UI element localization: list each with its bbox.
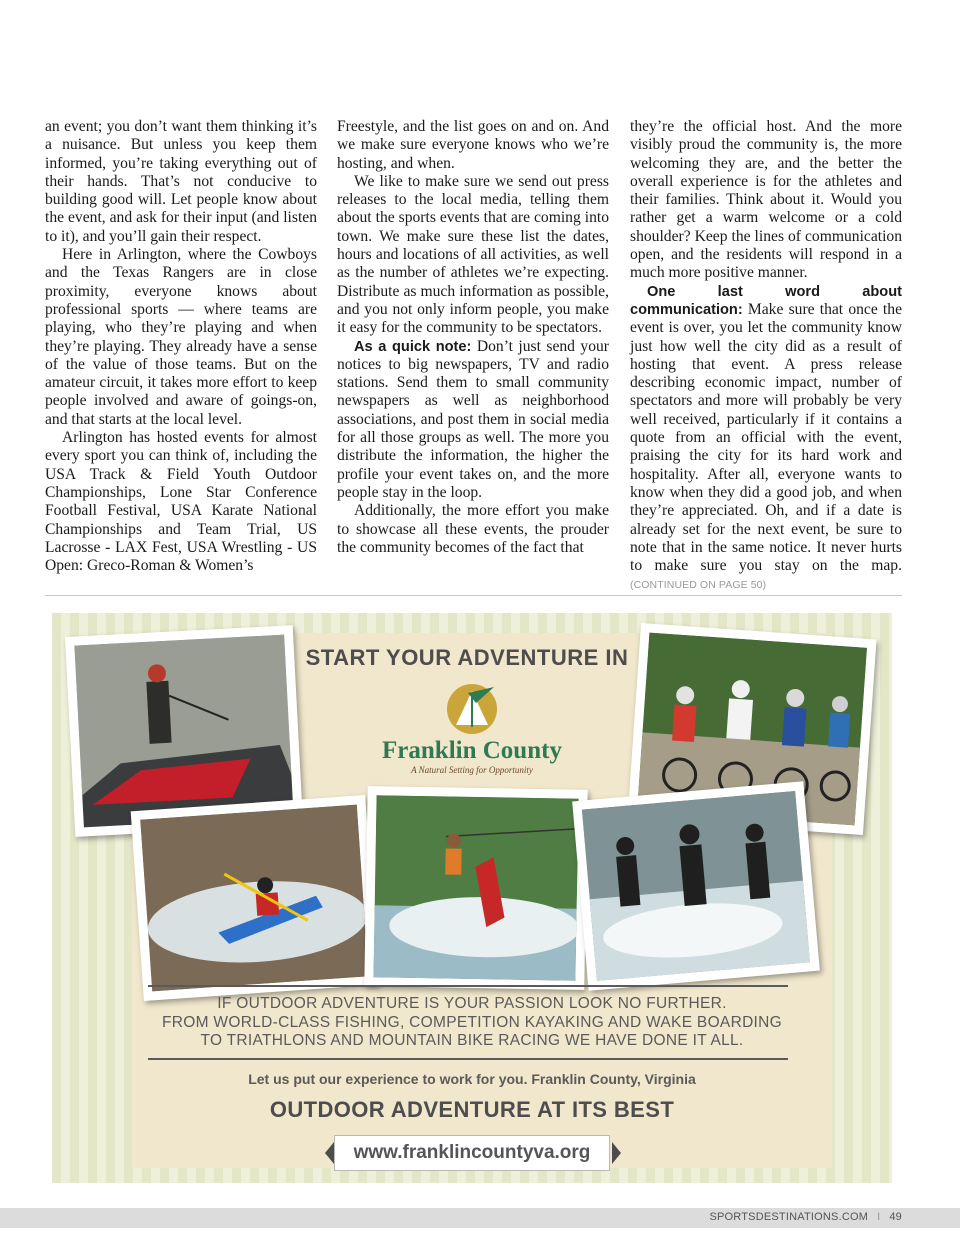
logo-tagline: A Natural Setting for Opportunity: [411, 765, 533, 775]
paragraph: We like to make sure we send out press releases to the local media, telling them about the sports events that are coming into town. We make sure these list the dates, hours and locations of all activities, as well as the number of athletes we’re expecting. Distribute as much information as possible, and you not only inform people, you make it easy for the community to be spectators.: [337, 172, 609, 337]
ad-copy-line: FROM WORLD-CLASS FISHING, COMPETITION KAYAKING AND WAKE BOARDING: [161, 1013, 783, 1031]
ad-headline: START YOUR ADVENTURE IN: [305, 645, 629, 670]
photo-kayaking: [131, 795, 379, 1001]
kayak-illustration: [140, 805, 368, 992]
last-word-body: Make sure that once the event is over, you let the community know just how well the city did as a result of hosting that event. A press release describing economic impact, number of spectators and more will probably be very well received, particularly if it contains a quote from an official with the event, praising the city for its hard work and hospitality. After all, everyone wants to know when they did a good job, and when they’re appreciated. Oh, and if a date is already set for the next event, be sure to note that in the same notice. It never hurts to make sure you stay on the map.: [630, 300, 902, 575]
paragraph: Here in Arlington, where the Cowboys and the Texas Rangers are in close proximity, everyone knows about professional sports — where teams are playing, who they’re playing and when they’re playing. They already have a sense of the value of those teams. But on the amateur circuit, it takes more effort to keep people involved and aware of goings-on, and that starts at the local level.: [45, 246, 317, 428]
wakeboard-illustration: [373, 795, 578, 980]
quick-note-paragraph: [337, 338, 609, 503]
paragraph: an event; you don’t want them thinking it’s a nuisance. But unless you keep them informed, you’re taking everything out of their hands. That’s not conducive to building good will. Let people know about the event, and ask for their input (and listen to it), and you’ll gain their respect.: [45, 118, 317, 245]
page-footer: [709, 1211, 902, 1223]
ad-copy: [122, 995, 822, 1051]
franklin-county-advertisement[interactable]: [52, 613, 892, 1183]
franklin-county-logo-icon: [442, 681, 502, 735]
section-divider: [45, 595, 902, 596]
photo-wakeboarding: [364, 786, 587, 990]
ad-copy-line: IF OUTDOOR ADVENTURE IS YOUR PASSION LOOK NO FURTHER.: [217, 995, 727, 1012]
paragraph: Arlington has hosted events for almost every sport you can think of, including the USA Track & Field Youth Outdoor Championships, Lone Star Conference Football Festival, USA Karate National Championships and Team Trial, US Lacrosse - LAX Fest, USA Wrestling - US Open: Greco-Roman & Women’s: [45, 429, 317, 575]
quick-note-lead: As a quick note:: [354, 338, 472, 355]
url-right-arrow-icon: [612, 1142, 621, 1164]
footer-separator: I: [877, 1211, 881, 1223]
ad-copy-line: TO TRIATHLONS AND MOUNTAIN BIKE RACING WE HAVE DONE IT ALL.: [200, 1032, 744, 1049]
photo-triathlon: [572, 781, 820, 990]
ad-tagline: OUTDOOR ADVENTURE AT ITS BEST: [269, 1097, 675, 1122]
article-column-3: [630, 118, 902, 595]
ad-subline: Let us put our experience to work for you. Franklin County, Virginia: [248, 1071, 696, 1087]
ad-divider-bottom: [148, 1058, 788, 1060]
last-word-paragraph: [630, 283, 902, 595]
continued-label: (CONTINUED ON PAGE 50): [630, 579, 767, 592]
last-word-lead: One last word about communication:: [630, 283, 902, 318]
article-column-1: [45, 118, 317, 575]
url-left-arrow-icon: [325, 1142, 334, 1164]
triathlon-illustration: [582, 791, 810, 981]
paragraph: Freestyle, and the list goes on and on. And we make sure everyone knows who we’re hosting, and when.: [337, 118, 609, 172]
ad-website-link[interactable]: www.franklincountyva.org: [334, 1135, 610, 1171]
article-body: [45, 118, 902, 592]
ad-divider-top: [148, 985, 788, 987]
logo-wordmark: Franklin County: [382, 737, 562, 764]
page-number: 49: [889, 1211, 902, 1223]
footer-site: SPORTSDESTINATIONS.COM: [709, 1211, 869, 1223]
quick-note-body: Don’t just send your notices to big newspapers, TV and radio stations. Send them to small community newspapers as well as neighborhood associations, and post them in social media for all those groups as well. The more you distribute the information, the higher the profile your event takes on, and the more people stay in the loop.: [337, 337, 610, 501]
article-column-2: [337, 118, 609, 557]
paragraph: they’re the official host. And the more visibly proud the community is, the more welcoming they are, and the better the overall experience is for the athletes and their families. Think about it. Would you rather get a warm welcome or a cold shoulder? Keep the lines of communication open, and the residents will respond in a much more positive manner.: [630, 118, 902, 282]
paragraph: Additionally, the more effort you make to showcase all these events, the prouder the community becomes of the fact that: [337, 502, 609, 556]
